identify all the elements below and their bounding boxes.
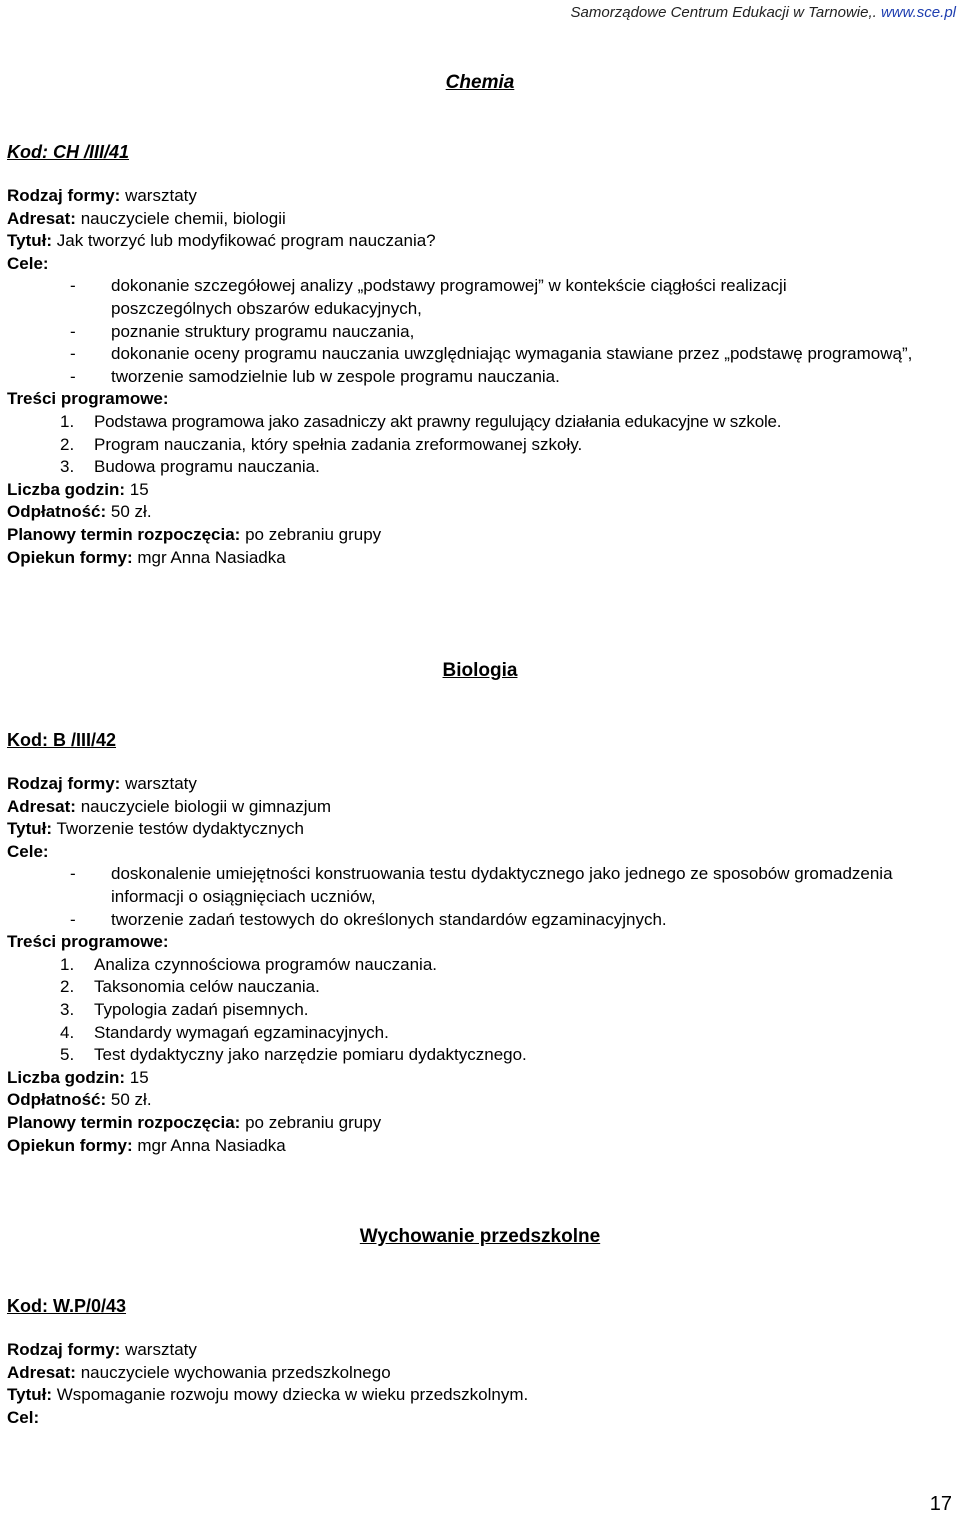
- liczba-line: [7, 479, 952, 502]
- cele-label: Cele:: [7, 253, 49, 273]
- tresci-item: 2. Taksonomia celów nauczania.: [60, 977, 320, 997]
- tresci-item: 2. Program nauczania, który spełnia zadania zreformowanej szkoły.: [60, 434, 583, 454]
- rodzaj-line: [7, 185, 952, 208]
- header-text: Samorządowe Centrum Edukacji w Tarnowie,.: [570, 4, 881, 21]
- tytul-value: Jak tworzyć lub modyfikować program nauczania?: [56, 231, 436, 251]
- cele-item: - tworzenie samodzielnie lub w zespole programu nauczania.: [70, 366, 560, 386]
- tresci-item: 1. Analiza czynnościowa programów nauczania.: [60, 954, 438, 974]
- tytul-line: [7, 1384, 952, 1407]
- odplatnosc-value: 50 zł.: [110, 502, 152, 522]
- odplatnosc-label: Odpłatność:: [7, 502, 107, 522]
- liczba-line: [7, 1067, 952, 1090]
- course-code-biologia: Kod: B /III/42: [7, 730, 117, 750]
- page-header: [571, 2, 956, 25]
- cele-item: - poznanie struktury programu nauczania,: [70, 321, 415, 341]
- page-number: 17: [929, 1493, 952, 1515]
- odplatnosc-value: 50 zł.: [110, 1090, 152, 1110]
- cele-item: - tworzenie zadań testowych do określonych standardów egzaminacyjnych.: [70, 909, 667, 929]
- course-block-biologia: [7, 773, 952, 1157]
- cele-item: - doskonalenie umiejętności konstruowania testu dydaktycznego jako jednego ze sposobów gromadzenia informacji o osiągnięciach uczniów,: [70, 864, 893, 906]
- course-code-wychowanie: Kod: W.P/0/43: [7, 1296, 127, 1316]
- opiekun-label: Opiekun formy:: [7, 1135, 133, 1155]
- tresci-item: 3. Typologia zadań pisemnych.: [60, 999, 309, 1019]
- liczba-label: Liczba godzin:: [7, 479, 126, 499]
- opiekun-line: [7, 1135, 952, 1158]
- tytul-label: Tytuł:: [7, 1385, 53, 1405]
- cel-label: Cel:: [7, 1407, 40, 1427]
- cele-item: - dokonanie oceny programu nauczania uwzględniając wymagania stawiane przez „podstawę programową”,: [70, 344, 913, 364]
- odplatnosc-label: Odpłatność:: [7, 1090, 107, 1110]
- rodzaj-line: [7, 1339, 952, 1362]
- rodzaj-line: [7, 773, 952, 796]
- section-title-chemia: Chemia: [445, 72, 515, 93]
- section-title-biologia: Biologia: [442, 660, 518, 681]
- odplatnosc-line: [7, 1089, 952, 1112]
- adresat-line: [7, 208, 952, 231]
- liczba-label: Liczba godzin:: [7, 1067, 126, 1087]
- adresat-line: [7, 1362, 952, 1385]
- odplatnosc-line: [7, 501, 952, 524]
- rodzaj-value: warsztaty: [125, 774, 197, 793]
- tytul-line: [7, 230, 952, 253]
- tytul-value: Wspomaganie rozwoju mowy dziecka w wieku przedszkolnym.: [56, 1385, 529, 1405]
- course-code-chemia: Kod: CH /III/41: [7, 142, 130, 162]
- header-link[interactable]: www.sce.pl: [880, 4, 956, 21]
- tytul-value: Tworzenie testów dydaktycznych: [56, 819, 304, 839]
- liczba-value: 15: [129, 1067, 149, 1087]
- rodzaj-label: Rodzaj formy:: [7, 1340, 121, 1359]
- rodzaj-value: warsztaty: [125, 1340, 197, 1359]
- rodzaj-label: Rodzaj formy:: [7, 774, 121, 793]
- adresat-value: nauczyciele biologii w gimnazjum: [80, 796, 332, 816]
- tresci-item: 4. Standardy wymagań egzaminacyjnych.: [60, 1022, 389, 1042]
- tresci-label: Treści programowe:: [7, 932, 169, 952]
- opiekun-value: mgr Anna Nasiadka: [137, 547, 286, 567]
- tresci-item: 1. Podstawa programowa jako zasadniczy akt prawny regulujący działania edukacyjne w szkole.: [60, 411, 782, 431]
- opiekun-value: mgr Anna Nasiadka: [137, 1135, 286, 1155]
- tytul-label: Tytuł:: [7, 231, 53, 251]
- adresat-value: nauczyciele chemii, biologii: [80, 208, 286, 228]
- cele-label: Cele:: [7, 841, 49, 861]
- adresat-label: Adresat:: [7, 208, 76, 228]
- rodzaj-value: warsztaty: [125, 186, 197, 205]
- liczba-value: 15: [129, 479, 149, 499]
- termin-label: Planowy termin rozpoczęcia:: [7, 1112, 241, 1132]
- adresat-label: Adresat:: [7, 796, 76, 816]
- tresci-item: 5. Test dydaktyczny jako narzędzie pomiaru dydaktycznego.: [60, 1045, 527, 1065]
- course-block-wychowanie: [7, 1339, 952, 1429]
- opiekun-line: [7, 547, 952, 570]
- tytul-line: [7, 818, 952, 841]
- termin-line: [7, 1112, 952, 1135]
- adresat-label: Adresat:: [7, 1362, 76, 1382]
- opiekun-label: Opiekun formy:: [7, 547, 133, 567]
- termin-value: po zebraniu grupy: [245, 524, 382, 544]
- termin-value: po zebraniu grupy: [245, 1112, 382, 1132]
- tresci-item: 3. Budowa programu nauczania.: [60, 457, 320, 477]
- adresat-value: nauczyciele wychowania przedszkolnego: [80, 1362, 391, 1382]
- course-block-chemia: [7, 185, 952, 569]
- tresci-label: Treści programowe:: [7, 389, 169, 409]
- rodzaj-label: Rodzaj formy:: [7, 186, 121, 205]
- termin-line: [7, 524, 952, 547]
- section-title-wychowanie: Wychowanie przedszkolne: [359, 1226, 601, 1247]
- termin-label: Planowy termin rozpoczęcia:: [7, 524, 241, 544]
- cele-item: - dokonanie szczegółowej analizy „podstawy programowej” w kontekście ciągłości realizacji poszczególnych obszarów edukacyjnych,: [70, 276, 787, 318]
- tytul-label: Tytuł:: [7, 819, 53, 839]
- adresat-line: [7, 796, 952, 819]
